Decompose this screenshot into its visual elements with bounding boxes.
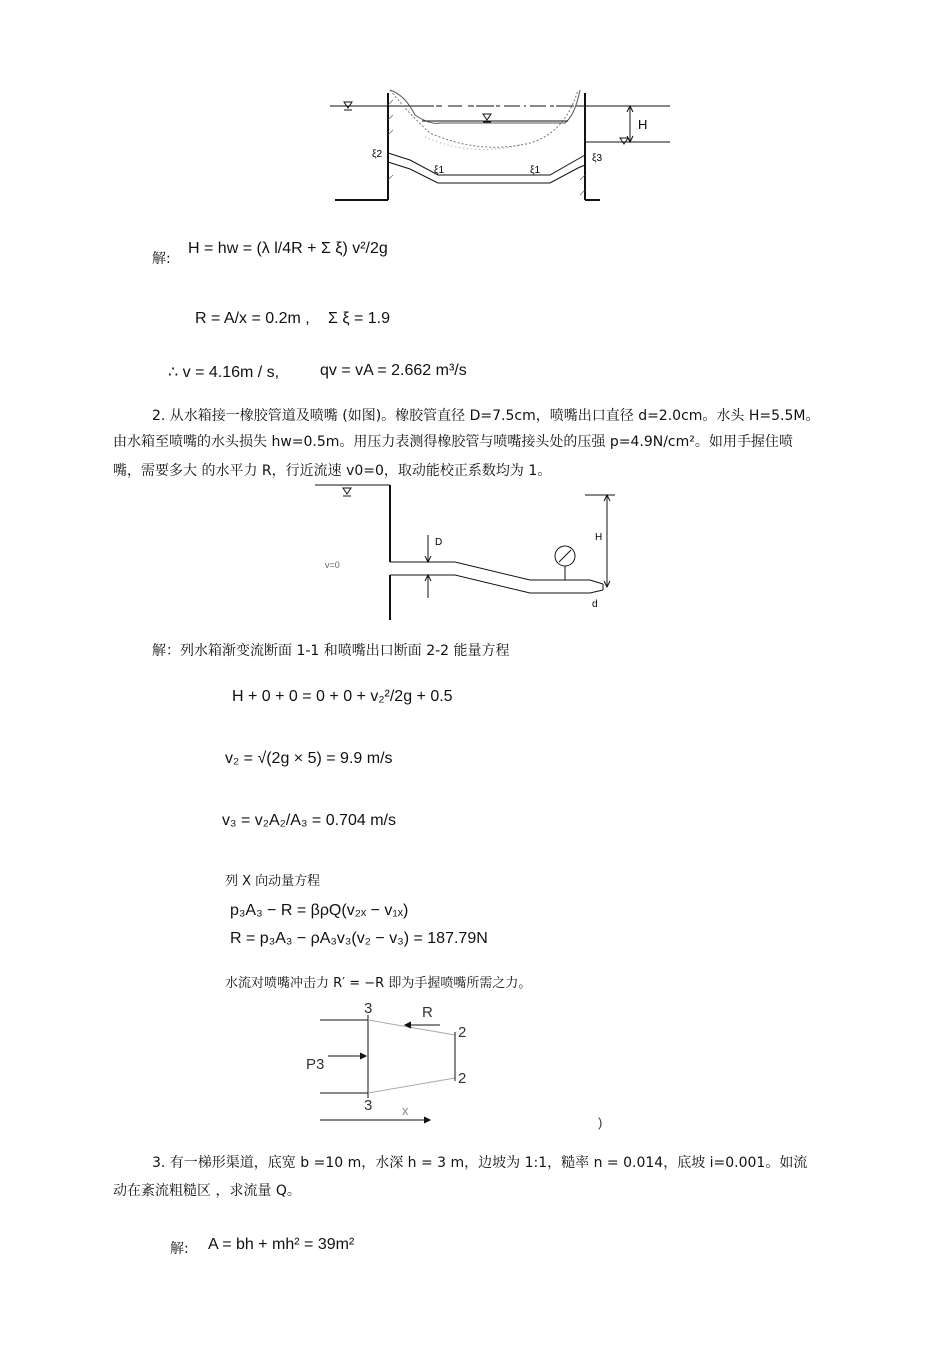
fig3-label-x: x [402, 1103, 409, 1118]
fig2-label-d: d [592, 599, 598, 610]
sol3-eq1: A = bh + mh² = 39m² [208, 1236, 355, 1253]
sol2-eq1: H + 0 + 0 = 0 + 0 + v₂²/2g + 0.5 [232, 688, 453, 705]
fig1-label-xi1-right: ξ1 [530, 165, 541, 176]
sol2-eq4: p₃A₃ − R = βρQ(v₂ₓ − v₁ₓ) [230, 902, 409, 919]
fig3-label-3-bottom: 3 [364, 1097, 373, 1114]
sol2-eq2: v₂ = √(2g × 5) = 9.9 m/s [225, 750, 393, 767]
sol1-eq2-R: R = A/x = 0.2m , [195, 310, 310, 327]
sol1-intro: 解: [152, 251, 171, 267]
sol1-eq3-v: ∴ v = 4.16m / s, [168, 364, 280, 381]
figure-3-nozzle-force-diagram [300, 995, 620, 1130]
fig2-label-H: H [595, 532, 603, 543]
sol2-conclusion: 水流对喷嘴冲击力 R′ = −R 即为手握喷嘴所需之力。 [225, 976, 532, 991]
sol2-momentum-title: 列 X 向动量方程 [225, 874, 321, 889]
sol2-eq3: v₃ = v₂A₂/A₃ = 0.704 m/s [222, 812, 396, 829]
fig3-label-3-top: 3 [364, 1000, 373, 1017]
fig2-label-D: D [435, 537, 443, 548]
figure-1-channel-diagram [330, 85, 680, 205]
sol2-intro: 解：列水箱渐变流断面 1-1 和喷嘴出口断面 2-2 能量方程 [152, 643, 510, 659]
fig3-label-P3: P3 [306, 1056, 325, 1073]
fig1-label-xi3: ξ3 [592, 153, 603, 164]
problem2-line2: 由水箱至喷嘴的水头损失 hw=0.5m。用压力表测得橡胶管与喷嘴接头处的压强 p=4.9N/cm²。如用手握住喷 [113, 434, 793, 450]
sol2-eq5: R = p₃A₃ − ρA₃v₃(v₂ − v₃) = 187.79N [230, 930, 488, 947]
fig1-label-H: H [638, 117, 648, 132]
problem3-line2: 动在紊流粗糙区 ，求流量 Q。 [113, 1183, 301, 1199]
fig3-paren: ) [598, 1115, 603, 1130]
problem2-line1: 2. 从水箱接一橡胶管道及喷嘴 (如图)。橡胶管直径 D=7.5cm，喷嘴出口直径 d=2.0cm。水头 H=5.5M。 [152, 408, 820, 424]
sol1-eq2-xi: Σ ξ = 1.9 [328, 310, 390, 327]
fig1-label-xi1-left: ξ1 [434, 165, 445, 176]
sol1-eq1: H = hw = (λ l/4R + Σ ξ) v²/2g [188, 240, 388, 257]
fig2-label-v0: v=0 [325, 560, 340, 570]
fig1-label-xi2: ξ2 [372, 149, 383, 160]
fig3-label-2-bottom: 2 [458, 1070, 467, 1087]
problem3-line1: 3. 有一梯形渠道，底宽 b =10 m，水深 h = 3 m，边坡为 1:1，糙率 n = 0.014，底坡 i=0.001。如流 [152, 1155, 808, 1171]
sol1-eq3-q: qv = vA = 2.662 m³/s [320, 362, 467, 379]
problem2-line3: 嘴，需要多大 的水平力 R，行近流速 v0=0，取动能校正系数均为 1。 [113, 463, 552, 479]
fig3-label-2-top: 2 [458, 1024, 467, 1041]
sol3-intro: 解: [170, 1241, 189, 1257]
figure-2-tank-nozzle-diagram [315, 480, 625, 620]
fig3-label-R: R [422, 1004, 433, 1021]
